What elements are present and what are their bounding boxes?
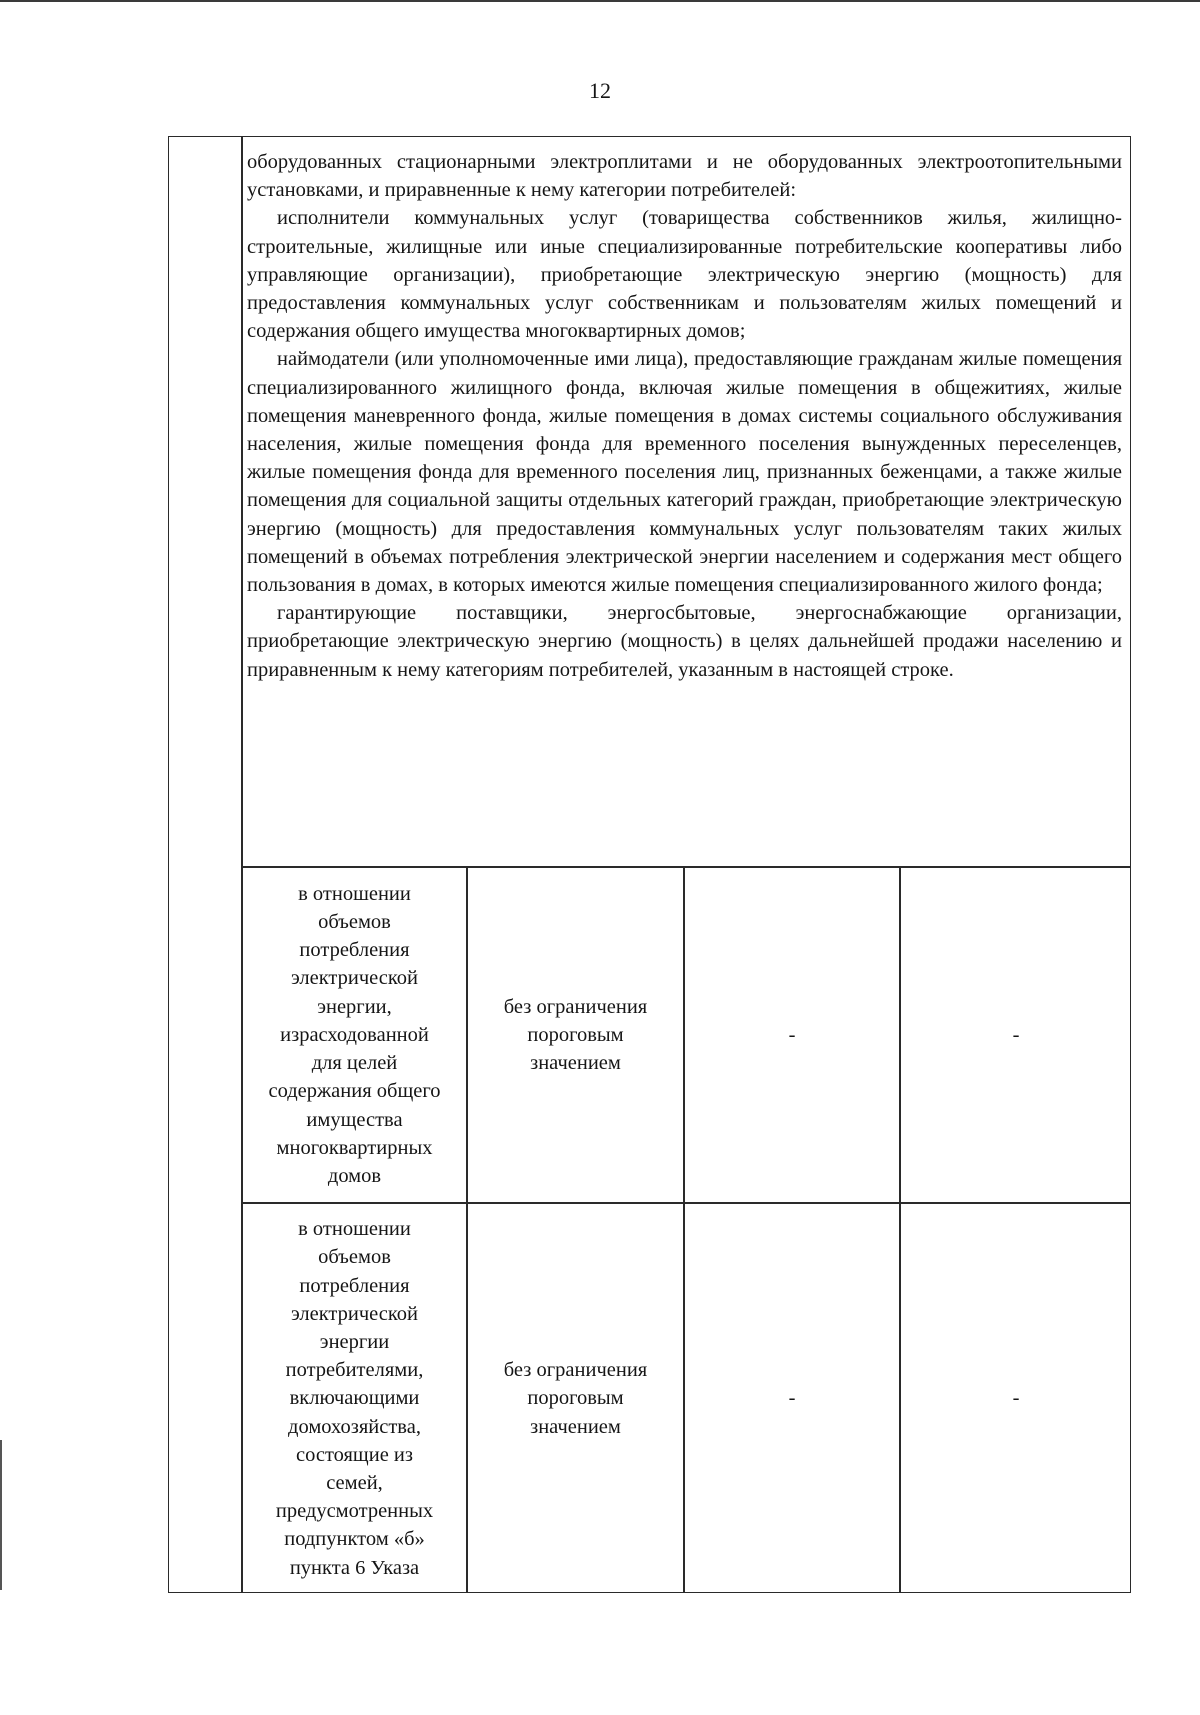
description-line: подпунктом «б» xyxy=(284,1528,425,1551)
description-line: электрической xyxy=(290,967,419,990)
description-line: объемов xyxy=(318,1246,391,1269)
table-row-2-limit xyxy=(468,1204,683,1593)
limit-line: пороговым xyxy=(527,1387,624,1410)
scan-left-edge-mark xyxy=(0,1440,2,1590)
limit-line: пороговым xyxy=(527,1023,624,1046)
table-row-1-description xyxy=(243,868,466,1202)
description-line: многоквартирных xyxy=(276,1136,433,1159)
paragraph-landlords: наймодатели (или уполномоченные ими лица), предоставляющие гражданам жилые помещения специализированного жилищного фонда, включая жилые помещения в общежитиях, жилые помещения маневренного фонда, жилые помещения в домах системы социального обслуживания населения, жилые помещения фонда для временного поселения вынужденных переселенцев, жилые помещения фонда для временного поселения лиц, признанных беженцами, а также жилые помещения для социальной защиты отдельных категорий граждан, приобретающие электрическую энергию (мощность) для предоставления коммунальных услуг пользователям таких жилых помещений в объемах потребления электрической энергии населением и содержания мест общего пользования в домах, в которых имеются жилые помещения специализированного жилого фонда; xyxy=(247,348,1122,597)
page-number: 12 xyxy=(589,78,611,103)
description-line: домов xyxy=(327,1164,382,1187)
description-line: электрической xyxy=(290,1302,419,1325)
table-row-2-value-2: - xyxy=(1012,1387,1020,1410)
description-line: домохозяйства, xyxy=(288,1415,421,1438)
description-line: израсходованной xyxy=(280,1023,429,1046)
description-line: состоящие из xyxy=(296,1443,413,1466)
paragraph-continuation: оборудованных стационарными электроплитами и не оборудованных электроотопительными установками, и приравненные к нему категории потребителей: xyxy=(247,151,1122,202)
description-line: включающими xyxy=(289,1387,420,1410)
table-row-2-description xyxy=(243,1204,466,1593)
description-line: потребителями, xyxy=(285,1359,424,1382)
description-line: потребления xyxy=(299,939,410,962)
table-row-1-value-1: - xyxy=(788,1023,796,1046)
description-line: имущества xyxy=(306,1108,403,1131)
limit-line: значением xyxy=(530,1415,621,1438)
table-row-1-limit xyxy=(468,868,683,1202)
consumer-category-text xyxy=(247,148,1122,684)
description-line: энергии, xyxy=(317,995,392,1018)
description-line: для целей xyxy=(311,1052,398,1075)
limit-line: значением xyxy=(530,1052,621,1075)
paragraph-suppliers: гарантирующие поставщики, энергосбытовые, энергоснабжающие организации, приобретающие электрическую энергию (мощность) в целях дальнейшей продажи населению и приравненным к нему категориям потребителей, указанным в настоящей строке. xyxy=(247,602,1122,681)
description-line: содержания общего xyxy=(268,1080,441,1103)
description-line: предусмотренных xyxy=(275,1500,434,1523)
description-line: потребления xyxy=(299,1274,410,1297)
description-line: в отношении xyxy=(298,882,411,905)
scan-top-edge xyxy=(0,0,1200,2)
table-row-1-value-2: - xyxy=(1012,1023,1020,1046)
description-line: энергии xyxy=(319,1330,390,1353)
table-row-2-value-1: - xyxy=(788,1387,796,1410)
description-line: в отношении xyxy=(298,1218,411,1241)
limit-line: без ограничения xyxy=(503,1359,648,1382)
paragraph-utility-providers: исполнители коммунальных услуг (товарищества собственников жилья, жилищно-строительные, жилищные или иные специализированные потребительские кооперативы либо управляющие организации), приобретающие электрическую энергию (мощность) для предоставления коммунальных услуг собственникам и пользователям жилых помещений и содержания общего имущества многоквартирных домов; xyxy=(247,207,1122,343)
description-line: пункта 6 Указа xyxy=(289,1556,420,1579)
limit-line: без ограничения xyxy=(503,995,648,1018)
description-line: семей, xyxy=(326,1472,383,1494)
description-line: объемов xyxy=(318,911,391,934)
